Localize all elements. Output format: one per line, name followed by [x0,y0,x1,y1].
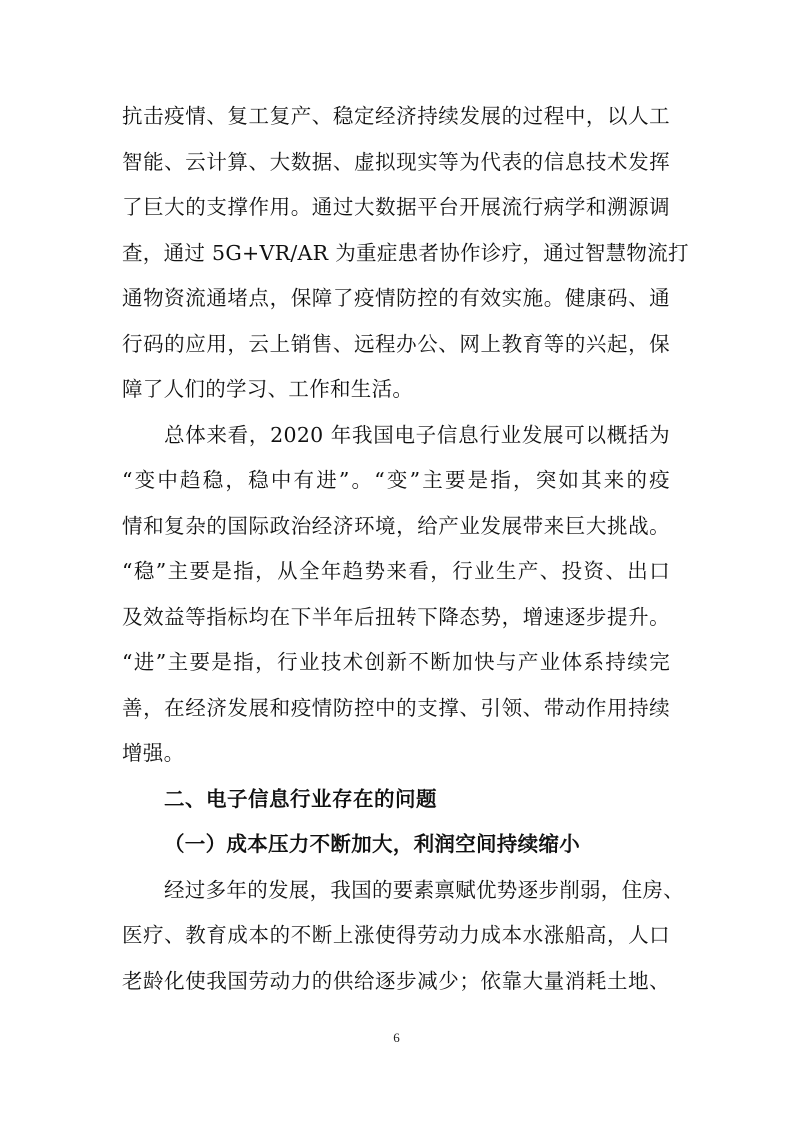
paragraph-line: 总体来看，2020 年我国电子信息行业发展可以概括为 [164,423,670,447]
paragraph-line: 善，在经济发展和疫情防控中的支撑、引领、带动作用持续 [122,696,670,720]
paragraph-line: 经过多年的发展，我国的要素禀赋优势逐步削弱，住房、 [164,878,684,902]
paragraph-line: 障了人们的学习、工作和生活。 [122,377,414,401]
paragraph-line: “进”主要是指，行业技术创新不断加快与产业体系持续完 [122,650,670,674]
paragraph-line: 医疗、教育成本的不断上涨使得劳动力成本水涨船高，人口 [122,923,670,947]
paragraph-line: 老龄化使我国劳动力的供给逐步减少；依靠大量消耗土地、 [122,969,670,993]
paragraph-line: 情和复杂的国际政治经济环境，给产业发展带来巨大挑战。 [122,514,670,538]
paragraph-line: “稳”主要是指，从全年趋势来看，行业生产、投资、出口 [122,559,670,583]
paragraph-line: 及效益等指标均在下半年后扭转下降态势，增速逐步提升。 [122,605,670,629]
section-heading: 二、电子信息行业存在的问题 [164,787,437,811]
paragraph-line: 查，通过 5G+VR/AR 为重症患者协作诊疗，通过智慧物流打 [122,241,689,265]
paragraph-line: 抗击疫情、复工复产、稳定经济持续发展的过程中，以人工 [122,104,670,128]
page-number: 6 [393,1030,400,1045]
paragraph-line: 增强。 [122,741,185,765]
paragraph-line: 智能、云计算、大数据、虚拟现实等为代表的信息技术发挥 [122,150,670,174]
paragraph-line: 通物资流通堵点，保障了疫情防控的有效实施。健康码、通 [122,286,670,310]
paragraph-line: 了巨大的支撑作用。通过大数据平台开展流行病学和溯源调 [122,195,670,219]
paragraph-line: “变中趋稳，稳中有进”。“变”主要是指，突如其来的疫 [122,468,670,492]
paragraph-line: 行码的应用，云上销售、远程办公、网上教育等的兴起，保 [122,332,670,356]
subsection-heading: （一）成本压力不断加大，利润空间持续缩小 [164,832,580,856]
